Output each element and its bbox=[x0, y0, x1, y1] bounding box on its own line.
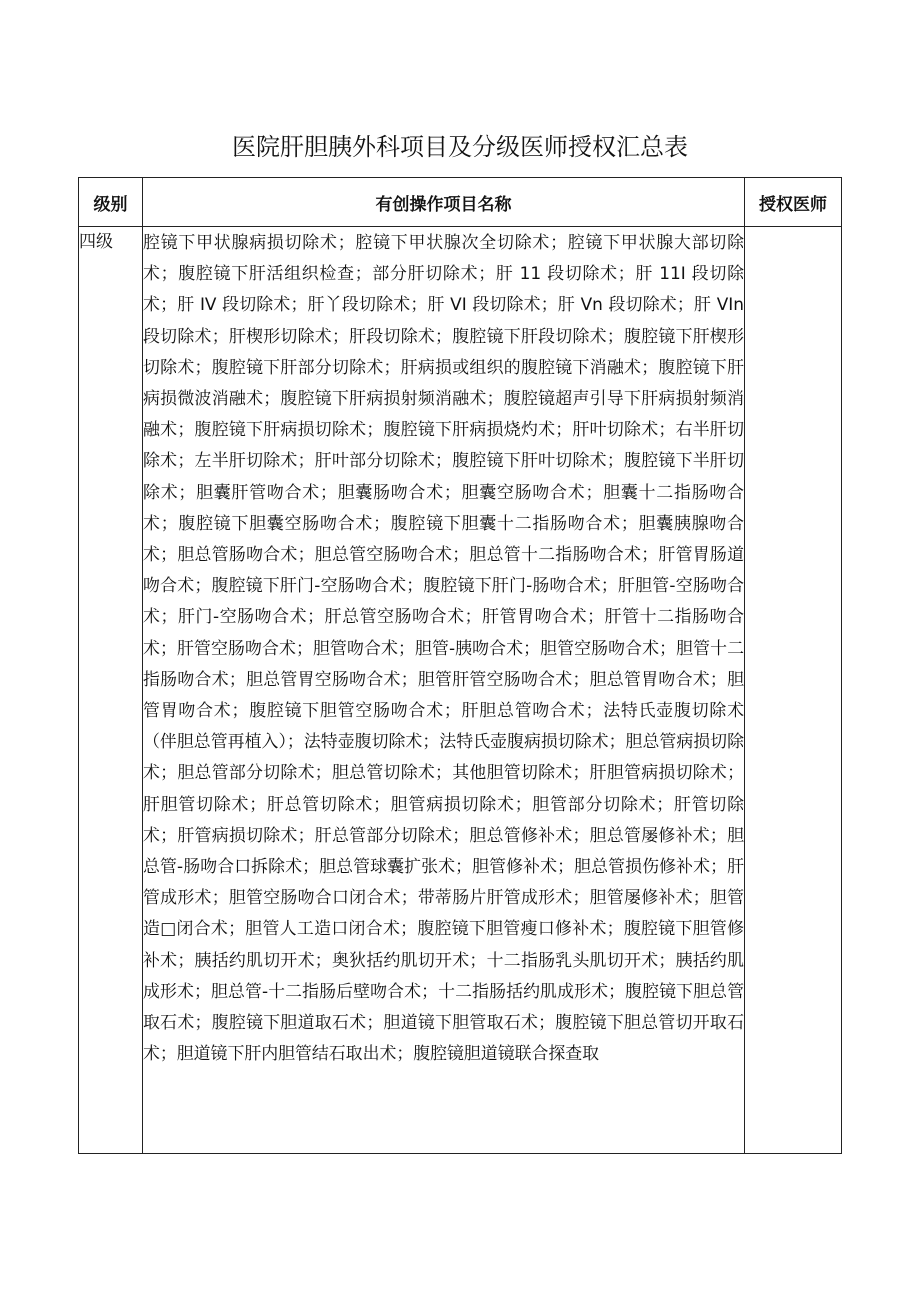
procedure-list-text: 腔镜下甲状腺病损切除术；腔镜下甲状腺次全切除术；腔镜下甲状腺大部切除术；腹腔镜下肝活组织检查；部分肝切除术；肝 11 段切除术；肝 11I 段切除术；肝 IV 段切除术；肝丫段切除术；肝 VI 段切除术；肝 Vn 段切除术；肝 VIn 段切除术；肝楔形切除术；肝段切除术；腹腔镜下肝段切除术；腹腔镜下肝楔形切除术；腹腔镜下肝部分切除术；肝病损或组织的腹腔镜下消融术；腹腔镜下肝病损微波消融术；腹腔镜下肝病损射频消融术；腹腔镜超声引导下肝病损射频消融术；腹腔镜下肝病损切除术；腹腔镜下肝病损烧灼术；肝叶切除术；右半肝切除术；左半肝切除术；肝叶部分切除术；腹腔镜下肝叶切除术；腹腔镜下半肝切除术；胆囊肝管吻合术；胆囊肠吻合术；胆囊空肠吻合术；胆囊十二指肠吻合术；腹腔镜下胆囊空肠吻合术；腹腔镜下胆囊十二指肠吻合术；胆囊胰腺吻合术；胆总管肠吻合术；胆总管空肠吻合术；胆总管十二指肠吻合术；肝管胃肠道吻合术；腹腔镜下肝门-空肠吻合术；腹腔镜下肝门-肠吻合术；肝胆管-空肠吻合术；肝门-空肠吻合术；肝总管空肠吻合术；肝管胃吻合术；肝管十二指肠吻合术；肝管空肠吻合术；胆管吻合术；胆管-胰吻合术；胆管空肠吻合术；胆管十二指肠吻合术；胆总管胃空肠吻合术；胆管肝管空肠吻合术；胆总管胃吻合术；胆管胃吻合术；腹腔镜下胆管空肠吻合术；肝胆总管吻合术；法特氏壶腹切除术（伴胆总管再植入）；法特壶腹切除术；法特氏壶腹病损切除术；胆总管病损切除术；胆总管部分切除术；胆总管切除术；其他胆管切除术；肝胆管病损切除术；肝胆管切除术；肝总管切除术；胆管病损切除术；胆管部分切除术；肝管切除术；肝管病损切除术；肝总管部分切除术；胆总管修补术；胆总管屡修补术；胆总管-肠吻合口拆除术；胆总管球囊扩张术；胆管修补术；胆总管损伤修补术；肝管成形术；胆管空肠吻合口闭合术；带蒂肠片肝管成形术；胆管屡修补术；胆管造□闭合术；胆管人工造口闭合术；腹腔镜下胆管瘦口修补术；腹腔镜下胆管修补术；胰括约肌切开术；奥狄括约肌切开术；十二指肠乳头肌切开术；胰括约肌成形术；胆总管-十二指肠后壁吻合术；十二指肠括约肌成形术；腹腔镜下胆总管取石术；腹腔镜下胆道取石术；胆道镜下胆管取石术；腹腔镜下胆总管切开取石术；胆道镜下肝内胆管结石取出术；腹腔镜胆道镜联合探查取 bbox=[143, 232, 744, 1064]
header-authorized-physician: 授权医师 bbox=[745, 178, 842, 227]
document-title: 医院肝胆胰外科项目及分级医师授权汇总表 bbox=[232, 133, 688, 161]
authorization-table bbox=[78, 177, 842, 1154]
header-level: 级别 bbox=[79, 178, 143, 227]
table-row bbox=[79, 227, 842, 1154]
level-cell: 四级 bbox=[79, 227, 143, 1154]
procedures-cell bbox=[143, 227, 745, 1154]
physician-cell bbox=[745, 227, 842, 1154]
table-header-row bbox=[79, 178, 842, 227]
header-procedure-name: 有创操作项目名称 bbox=[143, 178, 745, 227]
